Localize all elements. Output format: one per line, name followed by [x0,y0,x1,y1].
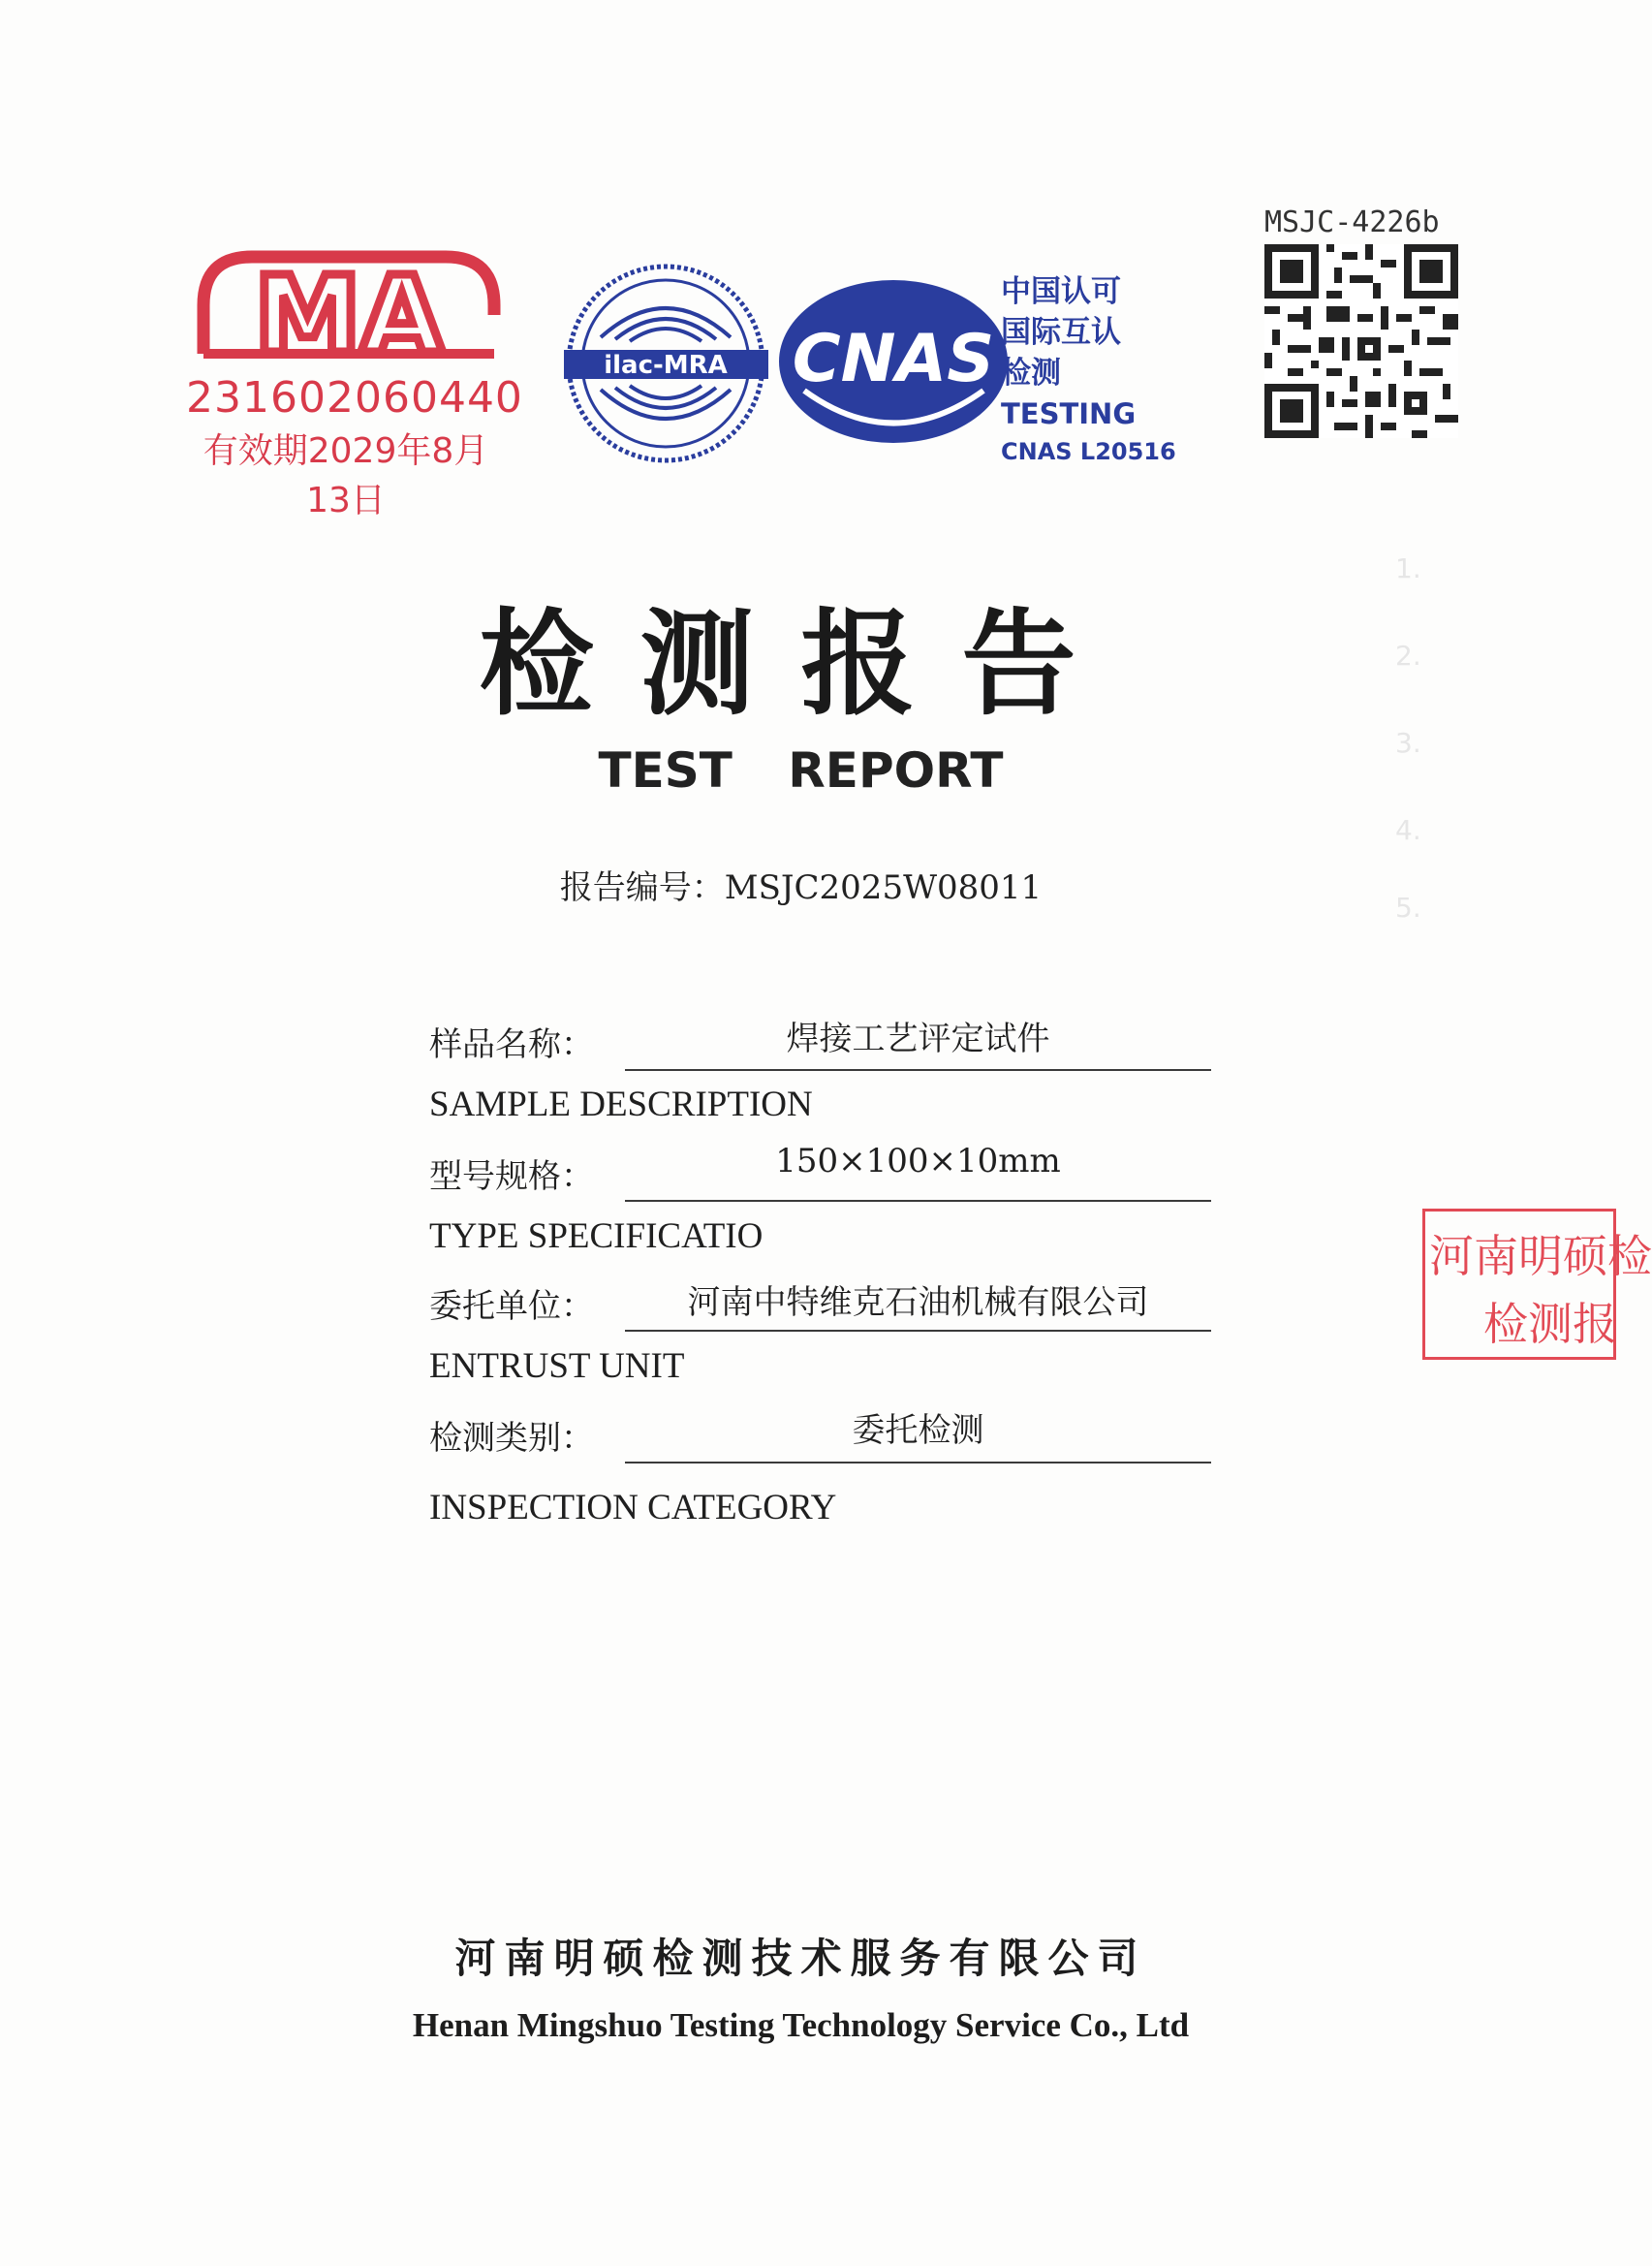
inspection-category-label: 检测类别： [429,1419,594,1458]
company-name-en: Henan Mingshuo Testing Technology Service Co., Ltd [412,2006,1190,2044]
cnas-line-3: 检测 [1001,356,1061,391]
cnas-code: CNAS L20516 [1001,438,1176,465]
seal-line-1: 河南明硕检 [1429,1230,1652,1282]
sample-description-label-en: SAMPLE DESCRIPTION [429,1085,813,1124]
cnas-testing: TESTING [1001,397,1137,430]
inspection-category-value: 委托检测 [852,1411,984,1450]
ghost-text: 1. [1395,552,1421,584]
cnas-logo [775,276,1013,446]
cnas-line-1: 中国认可 [1001,274,1121,309]
cnas-line-2: 国际互认 [1001,315,1121,350]
field-underline [625,1069,1211,1071]
type-specification-value: 150×100×10mm [775,1142,1061,1180]
sample-description-label: 样品名称： [429,1025,594,1064]
svg-text:ilac-MRA: ilac-MRA [604,351,728,380]
ilac-mra-logo [562,260,770,468]
company-name-cn: 河南明硕检测技术服务有限公司 [454,1935,1147,1982]
cnas-text-block [1001,271,1176,469]
sample-description-value: 焊接工艺评定试件 [786,1020,1050,1058]
report-number: 报告编号：MSJC2025W08011 [559,868,1043,907]
ma-certificate-number: 231602060440 [186,373,523,423]
seal-line-2: 检测报 [1483,1298,1617,1350]
type-specification-label-en: TYPE SPECIFICATIO [429,1216,764,1256]
report-title-cn: 检测报告 [479,596,1123,731]
type-specification-label: 型号规格： [429,1157,594,1196]
ghost-text: 2. [1395,640,1421,672]
qr-code-icon [1264,244,1458,438]
field-underline [625,1200,1211,1202]
ghost-text: 5. [1395,892,1421,924]
field-underline [625,1330,1211,1332]
report-title-en: TEST REPORT [598,742,1004,799]
svg-text:CNAS: CNAS [792,321,995,397]
ghost-text: 3. [1395,727,1421,759]
ma-validity: 有效期2029年8月13日 [203,431,489,520]
entrust-unit-label: 委托单位： [429,1287,594,1326]
svg-text:MA: MA [254,253,444,377]
qr-label: MSJC-4226b [1264,205,1440,239]
company-seal-stamp [1422,1209,1652,1360]
entrust-unit-label-en: ENTRUST UNIT [429,1346,685,1386]
inspection-category-label-en: INSPECTION CATEGORY [429,1488,837,1527]
field-underline [625,1462,1211,1463]
entrust-unit-value: 河南中特维克石油机械有限公司 [687,1283,1149,1322]
ghost-text: 4. [1395,814,1421,846]
